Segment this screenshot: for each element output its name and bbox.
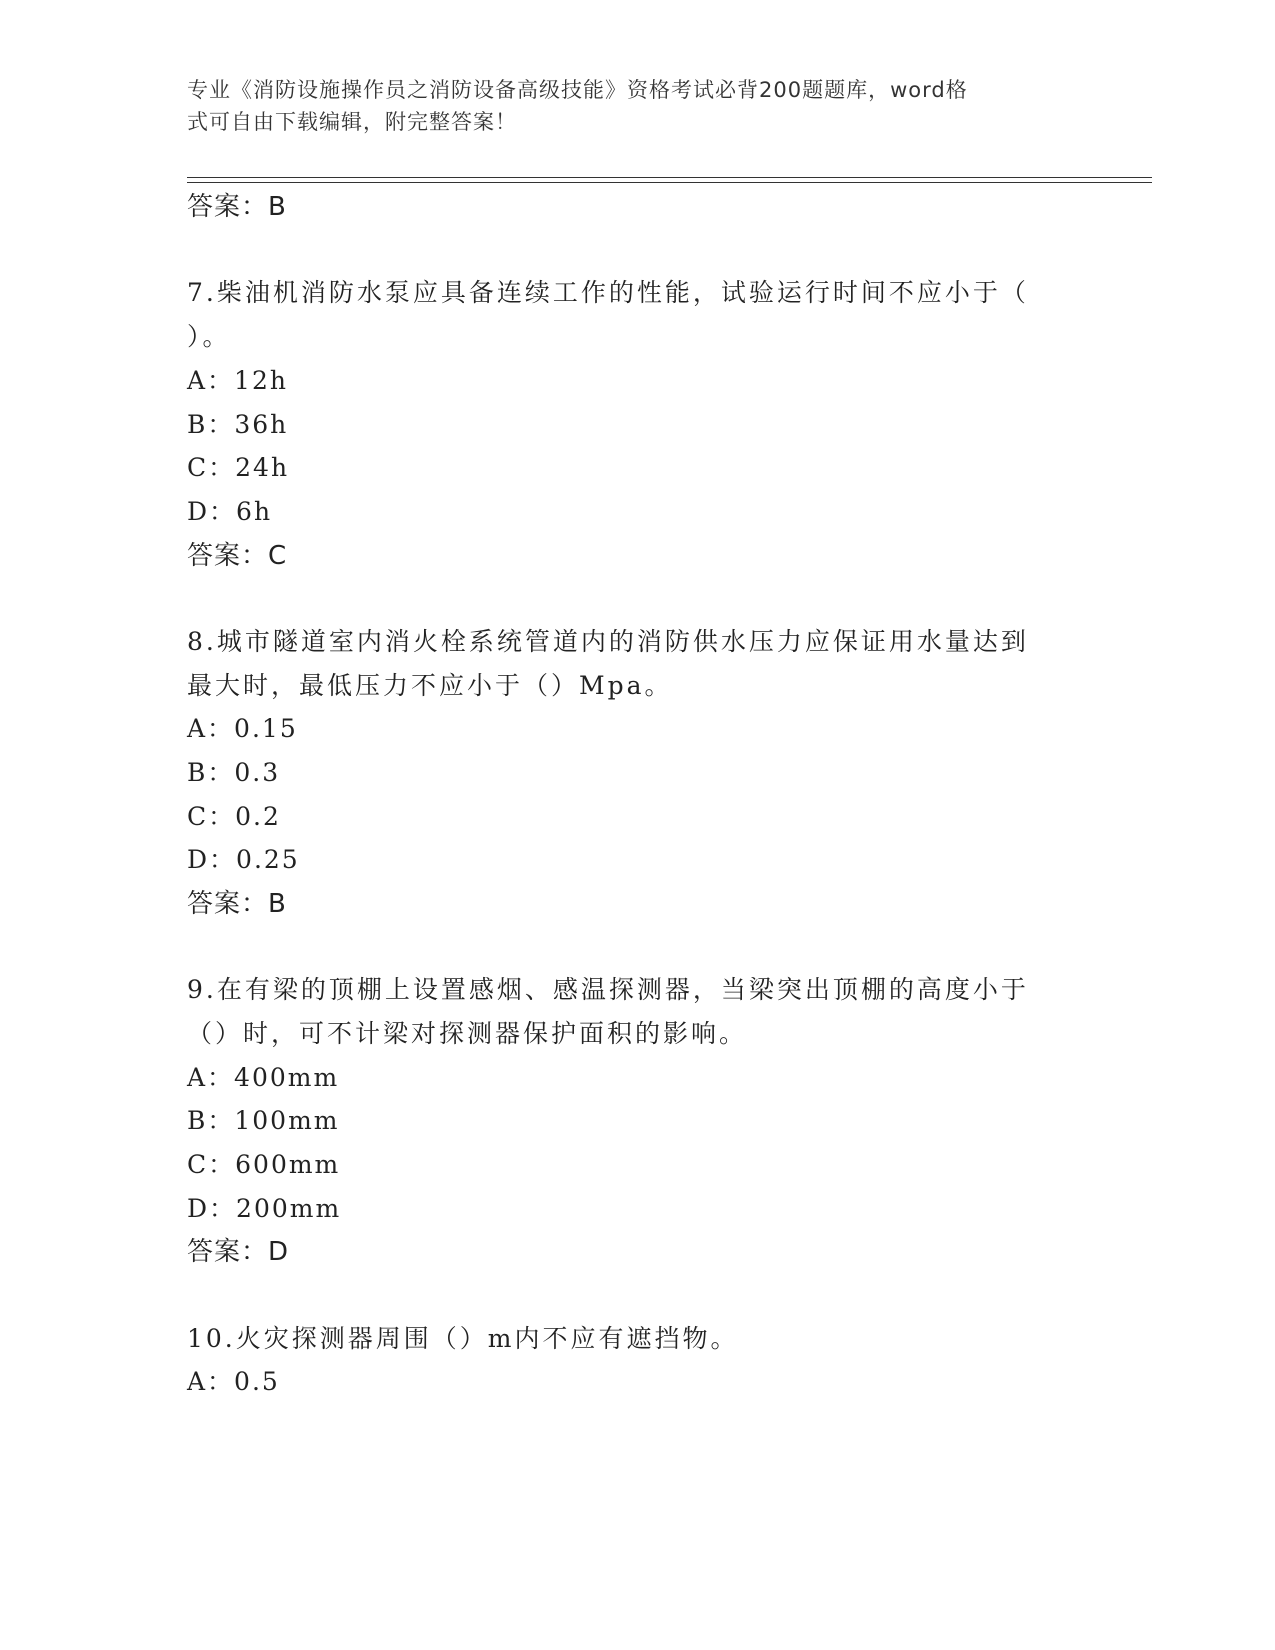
question-9-option-d: D：200mm	[187, 1194, 342, 1223]
question-9-option-b: B：100mm	[187, 1106, 340, 1135]
question-10-option-a: A：0.5	[187, 1367, 280, 1396]
question-9-option-c: C：600mm	[187, 1150, 341, 1179]
question-9-text-line-1: 9.在有梁的顶棚上设置感烟、感温探测器，当梁突出顶棚的高度小于	[187, 975, 1029, 1004]
header-divider-top	[187, 177, 1152, 178]
document-header	[187, 74, 1067, 138]
question-8-answer: 答案：B	[187, 889, 287, 919]
question-7-option-d: D：6h	[187, 497, 273, 526]
header-title-line-1: 专业《消防设施操作员之消防设备高级技能》资格考试必背200题题库，word格	[187, 78, 968, 102]
question-8-option-c: C：0.2	[187, 802, 281, 831]
question-9-text-line-2: （）时，可不计梁对探测器保护面积的影响。	[187, 1019, 748, 1048]
question-8-option-a: A：0.15	[187, 714, 298, 743]
previous-answer: 答案：B	[187, 192, 287, 222]
question-8-text-line-1: 8.城市隧道室内消火栓系统管道内的消防供水压力应保证用水量达到	[187, 627, 1029, 656]
question-8-text-line-2: 最大时，最低压力不应小于（）Mpa。	[187, 671, 673, 700]
header-divider-bottom	[187, 182, 1152, 183]
question-10-text-line-1: 10.火灾探测器周围（）m内不应有遮挡物。	[187, 1324, 739, 1353]
question-7-text-line-1: 7.柴油机消防水泵应具备连续工作的性能，试验运行时间不应小于（	[187, 278, 1029, 307]
question-7-option-c: C：24h	[187, 453, 290, 482]
question-8-option-b: B：0.3	[187, 758, 281, 787]
question-7-option-b: B：36h	[187, 410, 289, 439]
question-7-text-line-2: ）。	[187, 322, 231, 351]
question-9-answer: 答案：D	[187, 1237, 290, 1267]
header-title-line-2: 式可自由下载编辑，附完整答案！	[187, 110, 517, 134]
question-8-option-d: D：0.25	[187, 845, 300, 874]
question-9-option-a: A：400mm	[187, 1063, 340, 1092]
question-7-answer: 答案：C	[187, 541, 288, 571]
question-7-option-a: A：12h	[187, 366, 288, 395]
